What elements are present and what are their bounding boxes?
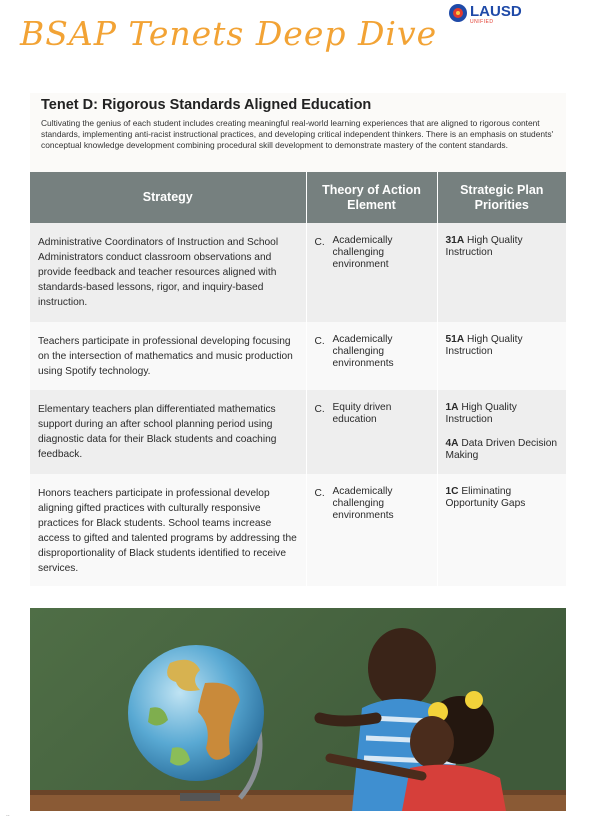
table-header-row (30, 172, 566, 223)
priority-text: High Quality Instruction (445, 235, 523, 258)
toa-letter: C. (314, 404, 325, 415)
logo-wordmark: LAUSD (470, 3, 522, 20)
lausd-seal-icon (449, 4, 467, 22)
priority-text: High Quality Instruction (445, 402, 517, 425)
theory-of-action-cell (306, 322, 437, 390)
lausd-logo (449, 4, 522, 25)
priority-text: Eliminating Opportunity Gaps (445, 486, 526, 509)
priority-code: 1C (445, 486, 459, 497)
priority-code: 51A (445, 334, 465, 345)
page-title: BSAP Tenets Deep Dive (20, 14, 438, 53)
table-row (30, 322, 566, 390)
theory-of-action-cell (306, 223, 437, 322)
priority-item (446, 235, 561, 259)
column-header-strategic-plan-priorities: Strategic Plan Priorities (437, 172, 566, 223)
strategy-cell: Teachers participate in professional developing focusing on the intersection of mathematics and music production using Spotify technology. (30, 322, 306, 390)
column-header-theory-of-action: Theory of Action Element (306, 172, 437, 223)
table-row (30, 223, 566, 322)
priority-code: 31A (445, 235, 465, 246)
page-marker: -- (6, 813, 10, 819)
tenet-description: Cultivating the genius of each student includes creating meaningful real-world learning experiences that are aligned to rigorous content standards, implementing anti-racist instructional practices, and developing critical independent thinkers. There is an emphasis on students' conceptual knowledge development combining procedural skill development to demonstrate mastery of the content standards. (41, 118, 554, 150)
theory-of-action-cell (306, 390, 437, 474)
tenet-heading: Tenet D: Rigorous Standards Aligned Education (41, 97, 372, 113)
priority-item (446, 438, 561, 462)
strategy-cell: Honors teachers participate in professional develop aligning gifted practices with culturally responsive practices for Black students. School teams increase access to gifted and talented programs by addressing the disproportionality of Black students identified to receive services. (30, 474, 306, 586)
priorities-cell (437, 474, 566, 586)
priorities-cell (437, 322, 566, 390)
table-row (30, 390, 566, 474)
children-with-globe-photo (30, 608, 566, 811)
priority-code: 1A (445, 402, 459, 413)
priorities-cell (437, 223, 566, 322)
strategy-table (30, 172, 566, 586)
toa-text: Academically challenging environments (332, 334, 394, 369)
toa-letter: C. (314, 336, 325, 347)
theory-of-action-cell (306, 474, 437, 586)
strategy-cell: Elementary teachers plan differentiated mathematics support during an after school planning period using diagnostic data for their Black students and coaching feedback. (30, 390, 306, 474)
priority-code: 4A (445, 438, 459, 449)
logo-subtext: UNIFIED (470, 19, 494, 25)
priority-item (446, 402, 561, 426)
column-header-strategy: Strategy (30, 172, 306, 223)
photo-illustration (30, 608, 566, 811)
priority-item (446, 486, 561, 510)
toa-text: Equity driven education (332, 402, 392, 425)
priority-item (446, 334, 561, 358)
strategy-cell: Administrative Coordinators of Instruction and School Administrators conduct classroom observations and provide feedback and teacher resources aligned with standards-based lessons, rigor, and inquiry-based instruction. (30, 223, 306, 322)
toa-letter: C. (314, 488, 325, 499)
priority-text: High Quality Instruction (445, 334, 523, 357)
toa-text: Academically challenging environments (332, 486, 394, 521)
toa-letter: C. (314, 237, 325, 248)
toa-text: Academically challenging environment (332, 235, 393, 270)
table-row (30, 474, 566, 586)
priorities-cell (437, 390, 566, 474)
priority-text: Data Driven Decision Making (445, 438, 558, 461)
